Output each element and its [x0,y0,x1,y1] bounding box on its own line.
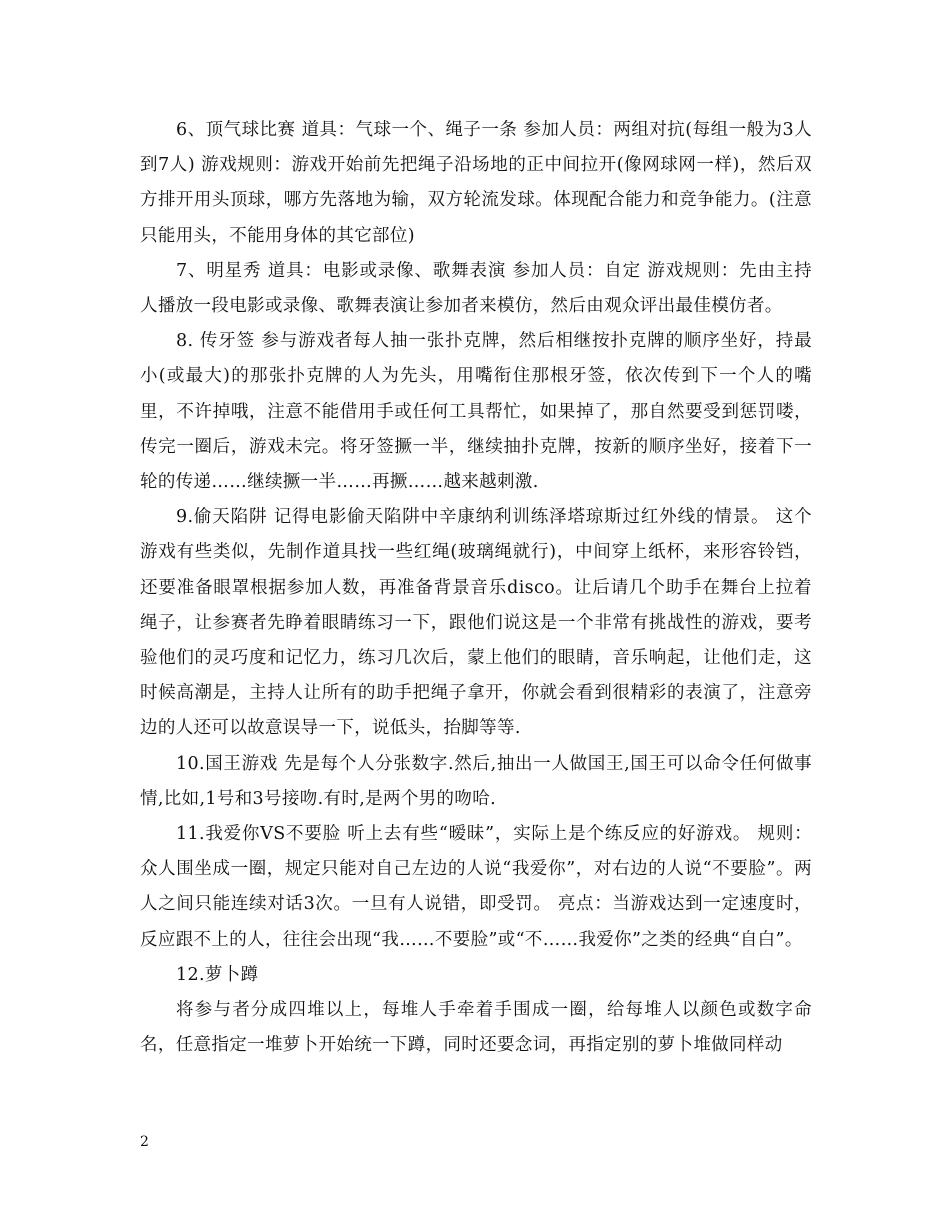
paragraph-game-11: 11.我爱你VS不要脸 听上去有些“暧昧”，实际上是个练反应的好游戏。 规则：众人围坐成一圈，规定只能对自己左边的人说“我爱你”，对右边的人说“不要脸”。两人之间只能连续对话3次。一旦有人说错，即受罚。 亮点：当游戏达到一定速度时，反应跟不上的人，往往会出现“我……不要脸”或“不……我爱你”之类的经典“自白”。 [140,824,812,950]
page-number: 2 [140,1134,149,1150]
paragraph-game-7: 7、明星秀 道具：电影或录像、歌舞表演 参加人员：自定 游戏规则：先由主持人播放一段电影或录像、歌舞表演让参加者来模仿，然后由观众评出最佳模仿者。 [140,260,812,317]
paragraph-game-8: 8. 传牙签 参与游戏者每人抽一张扑克牌，然后相继按扑克牌的顺序坐好，持最小(或最大)的那张扑克牌的人为先头，用嘴衔住那根牙签，依次传到下一个人的嘴里，不许掉哦，注意不能借用手或任何工具帮忙，如果掉了，那自然要受到惩罚喽，传完一圈后，游戏未完。将牙签撅一半，继续抽扑克牌，按新的顺序坐好，接着下一轮的传递……继续撅一半……再撅……越来越刺激. [140,331,812,493]
paragraph-game-9: 9.偷天陷阱 记得电影偷天陷阱中辛康纳利训练泽塔琼斯过红外线的情景。 这个游戏有些类似，先制作道具找一些红绳(玻璃绳就行)，中间穿上纸杯，来形容铃铛，还要准备眼罩根据参加人数，再准备背景音乐disco。让后请几个助手在舞台上拉着绳子，让参赛者先睁着眼睛练习一下，跟他们说这是一个非常有挑战性的游戏，要考验他们的灵巧度和记忆力，练习几次后，蒙上他们的眼睛，音乐响起，让他们走，这时候高潮是，主持人让所有的助手把绳子拿开，你就会看到很精彩的表演了，注意旁边的人还可以故意误导一下，说低头，抬脚等等. [140,507,812,739]
paragraph-game-12-body: 将参与者分成四堆以上，每堆人手牵着手围成一圈，给每堆人以颜色或数字命名，任意指定一堆萝卜开始统一下蹲，同时还要念词，再指定别的萝卜堆做同样动 [140,1000,812,1056]
paragraph-game-12-heading: 12.萝卜蹲 [176,964,259,985]
paragraph-game-6: 6、顶气球比赛 道具：气球一个、绳子一条 参加人员：两组对抗(每组一般为3人到7人) 游戏规则：游戏开始前先把绳子沿场地的正中间拉开(像网球网一样)，然后双方排开用头顶球，哪方先落地为输，双方轮流发球。体现配合能力和竞争能力。(注意只能用头，不能用身体的其它部位) [140,120,812,246]
paragraph-game-10: 10.国王游戏 先是每个人分张数字.然后,抽出一人做国王,国王可以命令任何做事情,比如,1号和3号接吻.有时,是两个男的吻哈. [140,753,812,809]
document-body [140,113,812,1063]
